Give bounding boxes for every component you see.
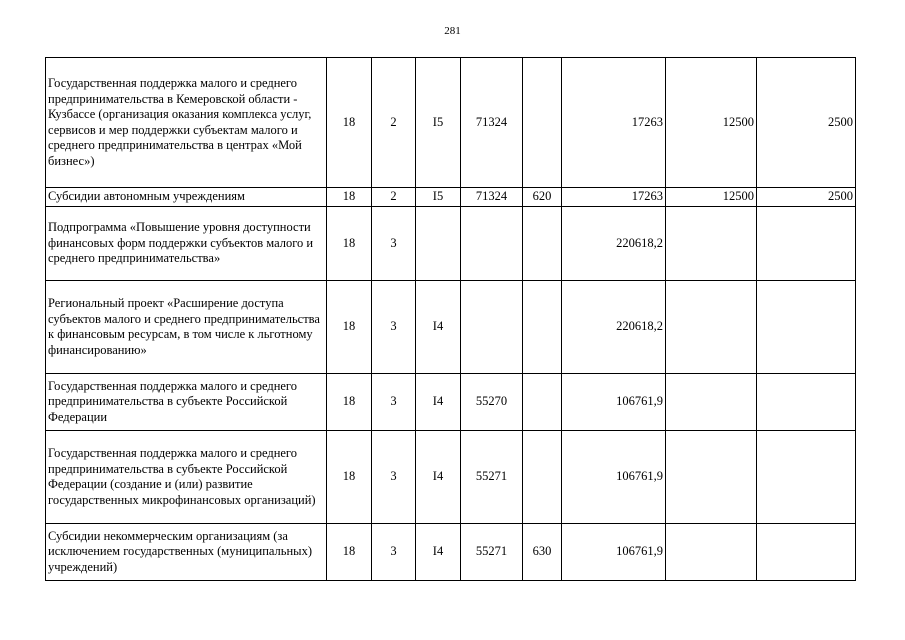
row-name-cell: Государственная поддержка малого и среднего предпринимательства в субъекте Российской Федерации (создание и (или) развитие государственных микрофинансовых организаций) [46,431,327,524]
year1-amount-cell: 220618,2 [562,281,666,374]
year3-amount-cell [757,207,856,281]
pp-code-cell: 3 [372,524,416,581]
expense-type-cell [523,431,562,524]
pp-code-cell: 3 [372,374,416,431]
direction-code-cell: 71324 [461,188,523,207]
main-event-code-cell: I5 [416,188,461,207]
table-row [46,431,856,524]
table-row [46,374,856,431]
direction-code-cell: 71324 [461,58,523,188]
gp-code-cell: 18 [327,58,372,188]
direction-code-cell: 55270 [461,374,523,431]
gp-code-cell: 18 [327,374,372,431]
direction-code-cell [461,207,523,281]
direction-code-cell [461,281,523,374]
expense-type-cell: 630 [523,524,562,581]
year2-amount-cell: 12500 [666,188,757,207]
year1-amount-cell: 220618,2 [562,207,666,281]
table-row [46,207,856,281]
table-body [46,58,856,581]
table-row [46,281,856,374]
gp-code-cell: 18 [327,281,372,374]
budget-table [45,57,856,581]
row-name-cell: Государственная поддержка малого и среднего предпринимательства в Кемеровской области - Кузбассе (организация оказания комплекса услуг, сервисов и мер поддержки субъектам малого и среднего предпринимательства в центрах «Мой бизнес») [46,58,327,188]
pp-code-cell: 3 [372,431,416,524]
page-number: 281 [444,25,461,37]
table-row [46,524,856,581]
year1-amount-cell: 106761,9 [562,524,666,581]
year2-amount-cell [666,524,757,581]
year3-amount-cell [757,431,856,524]
year2-amount-cell [666,281,757,374]
gp-code-cell: 18 [327,524,372,581]
row-name-cell: Субсидии автономным учреждениям [46,188,327,207]
main-event-code-cell: I4 [416,524,461,581]
year1-amount-cell: 17263 [562,58,666,188]
row-name-cell: Государственная поддержка малого и среднего предпринимательства в субъекте Российской Федерации [46,374,327,431]
pp-code-cell: 3 [372,281,416,374]
main-event-code-cell [416,207,461,281]
year2-amount-cell [666,374,757,431]
row-name-cell: Субсидии некоммерческим организациям (за исключением государственных (муниципальных) учреждений) [46,524,327,581]
pp-code-cell: 2 [372,188,416,207]
expense-type-cell: 620 [523,188,562,207]
year2-amount-cell: 12500 [666,58,757,188]
expense-type-cell [523,207,562,281]
row-name-cell: Региональный проект «Расширение доступа субъектов малого и среднего предпринимательства к финансовым ресурсам, в том числе к льготному финансированию» [46,281,327,374]
year3-amount-cell: 2500 [757,58,856,188]
main-event-code-cell: I4 [416,374,461,431]
expense-type-cell [523,374,562,431]
main-event-code-cell: I4 [416,431,461,524]
direction-code-cell: 55271 [461,524,523,581]
gp-code-cell: 18 [327,207,372,281]
year3-amount-cell: 2500 [757,188,856,207]
year2-amount-cell [666,431,757,524]
gp-code-cell: 18 [327,188,372,207]
year3-amount-cell [757,374,856,431]
main-event-code-cell: I4 [416,281,461,374]
pp-code-cell: 3 [372,207,416,281]
table-row [46,58,856,188]
pp-code-cell: 2 [372,58,416,188]
direction-code-cell: 55271 [461,431,523,524]
expense-type-cell [523,58,562,188]
table-row [46,188,856,207]
year1-amount-cell: 106761,9 [562,431,666,524]
main-event-code-cell: I5 [416,58,461,188]
year3-amount-cell [757,524,856,581]
year3-amount-cell [757,281,856,374]
gp-code-cell: 18 [327,431,372,524]
year1-amount-cell: 17263 [562,188,666,207]
row-name-cell: Подпрограмма «Повышение уровня доступности финансовых форм поддержки субъектов малого и среднего предпринимательства» [46,207,327,281]
expense-type-cell [523,281,562,374]
year2-amount-cell [666,207,757,281]
year1-amount-cell: 106761,9 [562,374,666,431]
